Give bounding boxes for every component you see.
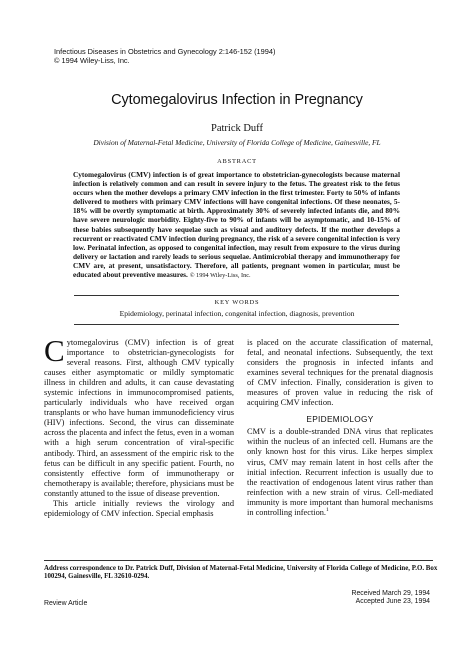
paragraph: This article initially reviews the virology and epidemiology of CMV infection. Special emphasis <box>44 498 234 518</box>
journal-copyright: © 1994 Wiley-Liss, Inc. <box>54 55 130 65</box>
abstract-heading: ABSTRACT <box>217 158 257 165</box>
accepted-date: Accepted June 23, 1994 <box>355 598 430 606</box>
abstract-text: Cytomegalovirus (CMV) infection is of great importance to obstetrician-gynecologists because maternal infection is relatively common and can result in severe injury to the fetus. The greatest risk to the fetus occurs when the mother develops a primary CMV infection in the first trimester. Forty to 50% of infants delivered to mothers with primary CMV infections will have congenital infections. Of these neonates, 5-18% will be overtly symptomatic at birth. Approximately 30% of severely infected infants die, and 80% have severe neurologic morbidity. Eighty-five to 90% of infants will be asymptomatic, and 10-15% of these babies subsequently have sequelae such as visual and auditory defects. If the mother develops a recurrent or reactivated CMV infection during pregnancy, the risk of a severe congenital infection is very low. Perinatal infection, as opposed to congenital infection, may result from exposure to the virus during delivery or lactation and rarely leads to serious sequelae. Antimicrobial therapy and immunotherapy for CMV are, at present, unsatisfactory. Therefore, all patients, pregnant women in particular, must be educated about preventive measures. <box>73 170 400 280</box>
journal-header <box>54 48 275 65</box>
paragraph-text: CMV is a double-stranded DNA virus that replicates within the nucleus of an infected cell. Humans are the only known host for this virus. Like herpes simplex virus, CMV may remain latent in host cells after the initial infection. Recurrent infection is usually due to the reactivation of endogenous latent virus rather than reinfection with a new strain of virus. Cell-mediated immunity is more important than humoral mechanisms in controlling infection. <box>247 427 433 517</box>
footnote-rule <box>44 560 433 561</box>
author-affiliation: Division of Maternal-Fetal Medicine, University of Florida College of Medicine, Gainesville, FL <box>93 138 381 147</box>
intro-text: ytomegalovirus (CMV) infection is of great importance to obstetrician-gynecologists for several reasons. First, although CMV typically causes either asymptomatic or mildly symptomatic illness in children and adults, it can cause devastating systemic infections in immunocompromised patients, particularly individuals who have received organ transplants or who have human immunodeficiency virus (HIV) infections. Second, the virus can disseminate across the placenta and infect the fetus, even in a woman with a high serum concentration of viral-specific antibody. Third, an assessment of the empiric risk to the fetus can be difficult in any specific patient. Fourth, no consistently effective form of immunotherapy or chemotherapy is available; therefore, physicians must be constantly attuned to the issue of disease prevention. <box>44 338 234 498</box>
article-title: Cytomegalovirus Infection in Pregnancy <box>111 92 363 108</box>
correspondence-note: Address correspondence to Dr. Patrick Duff, Division of Maternal-Fetal Medicine, University of Florida College of Medicine, P.O. Box 100294, Gainesville, FL 32610-0294. <box>44 565 438 581</box>
dates <box>351 590 430 607</box>
abstract <box>73 170 400 280</box>
received-date: Received March 29, 1994 <box>351 590 430 597</box>
body-column-right <box>247 338 433 518</box>
article-author: Patrick Duff <box>210 123 263 134</box>
epidemiology-paragraph <box>247 427 433 517</box>
intro-paragraph <box>44 333 234 499</box>
reference-marker: 1 <box>326 506 329 513</box>
drop-cap: C <box>44 333 65 368</box>
paragraph: is placed on the accurate classification of maternal, fetal, and neonatal infections. Subsequently, the text considers the prognosis in infected infants and examines several techniques for the prenatal diagnosis of CMV infection. Finally, consideration is given to measures of proven value in reducing the risk of acquiring CMV infection. <box>247 338 433 408</box>
keywords-text: Epidemiology, perinatal infection, congenital infection, diagnosis, prevention <box>119 309 355 318</box>
abstract-copyright: © 1994 Wiley-Liss, Inc. <box>189 272 251 280</box>
journal-citation: Infectious Diseases in Obstetrics and Gynecology 2:146-152 (1994) <box>54 47 276 56</box>
body-column-left <box>44 333 234 519</box>
section-heading: EPIDEMIOLOGY <box>306 414 374 425</box>
keywords-heading: KEY WORDS <box>214 299 260 306</box>
article-type: Review Article <box>44 600 88 607</box>
